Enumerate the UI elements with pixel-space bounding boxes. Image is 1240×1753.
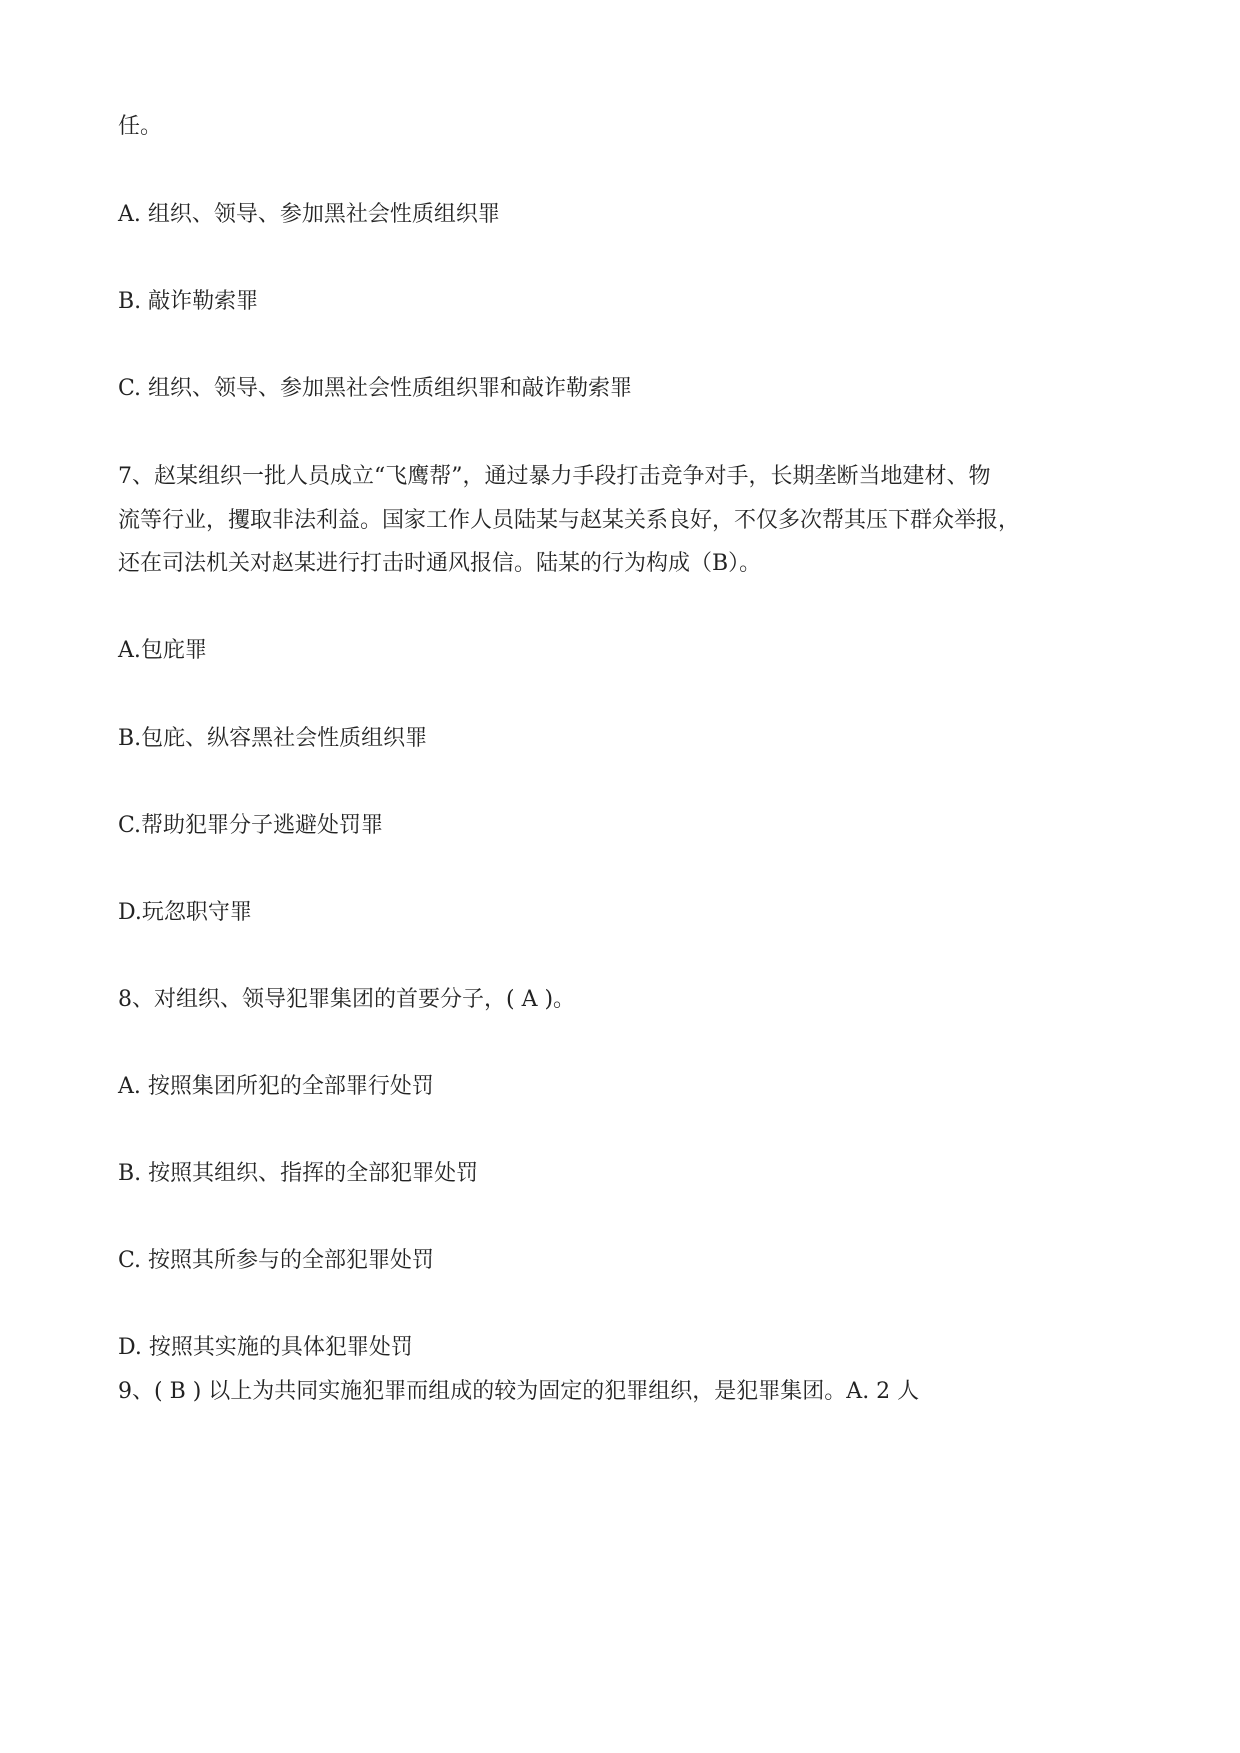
q7-option-c: C.帮助犯罪分子逃避处罚罪 <box>118 813 384 838</box>
q8-option-a: A. 按照集团所犯的全部罪行处罚 <box>118 1074 434 1099</box>
q7-option-a: A.包庇罪 <box>118 638 207 663</box>
q8-stem: 8、对组织、领导犯罪集团的首要分子，( A )。 <box>118 987 576 1012</box>
q7-stem-line-1: 7、赵某组织一批人员成立“飞鹰帮”，通过暴力手段打击竞争对手，长期垄断当地建材、物 <box>118 464 991 489</box>
q9-stem: 9、( B ) 以上为共同实施犯罪而组成的较为固定的犯罪组织，是犯罪集团。A. 2 人 <box>118 1379 920 1404</box>
q7-option-b: B.包庇、纵容黑社会性质组织罪 <box>118 726 428 751</box>
q8-option-b: B. 按照其组织、指挥的全部犯罪处罚 <box>118 1161 479 1186</box>
q6-option-c: C. 组织、领导、参加黑社会性质组织罪和敲诈勒索罪 <box>118 376 633 401</box>
q7-stem-line-3: 还在司法机关对赵某进行打击时通风报信。陆某的行为构成（B）。 <box>118 551 762 576</box>
q6-option-a: A. 组织、领导、参加黑社会性质组织罪 <box>118 202 500 227</box>
q8-option-d: D. 按照其实施的具体犯罪处罚 <box>118 1335 413 1360</box>
q8-option-c: C. 按照其所参与的全部犯罪处罚 <box>118 1248 435 1273</box>
q6-stem-tail: 任。 <box>118 114 163 139</box>
q7-option-d: D.玩忽职守罪 <box>118 900 252 925</box>
q6-option-b: B. 敲诈勒索罪 <box>118 289 259 314</box>
q7-stem-line-2: 流等行业，攫取非法利益。国家工作人员陆某与赵某关系良好，不仅多次帮其压下群众举报， <box>118 508 1021 533</box>
